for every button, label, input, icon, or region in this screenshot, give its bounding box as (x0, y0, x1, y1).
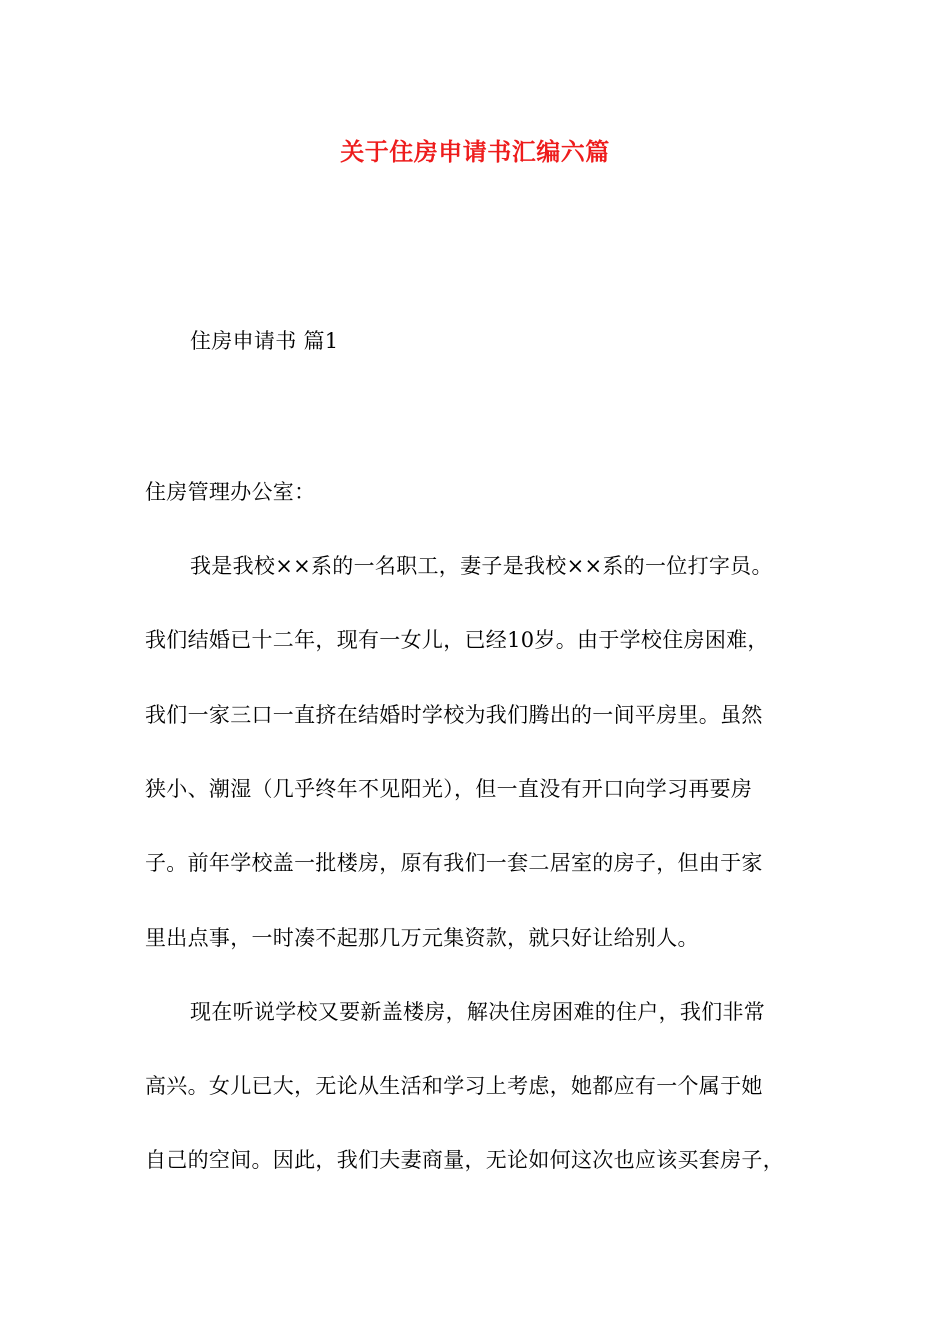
salutation: 住房管理办公室： (145, 480, 316, 504)
body-line: 狭小、潮湿（几乎终年不见阳光），但一直没有开口向学习再要房 (145, 777, 753, 801)
body-line: 我们结婚已十二年，现有一女儿，已经10岁。由于学校住房困难， (145, 628, 769, 652)
body-line: 里出点事，一时凑不起那几万元集资款，就只好让给别人。 (145, 926, 699, 950)
body-line: 现在听说学校又要新盖楼房，解决住房困难的住户，我们非常 (190, 1000, 766, 1024)
section-heading: 住房申请书 篇1 (190, 329, 339, 353)
document-title: 关于住房申请书汇编六篇 (340, 137, 610, 166)
body-line: 我是我校××系的一名职工，妻子是我校××系的一位打字员。 (190, 554, 773, 578)
body-line: 我们一家三口一直挤在结婚时学校为我们腾出的一间平房里。虽然 (145, 703, 763, 727)
body-line: 高兴。女儿已大，无论从生活和学习上考虑，她都应有一个属于她 (145, 1074, 763, 1098)
body-line: 自己的空间。因此，我们夫妻商量，无论如何这次也应该买套房子， (145, 1148, 784, 1172)
body-line: 子。前年学校盖一批楼房，原有我们一套二居室的房子，但由于家 (145, 851, 763, 875)
